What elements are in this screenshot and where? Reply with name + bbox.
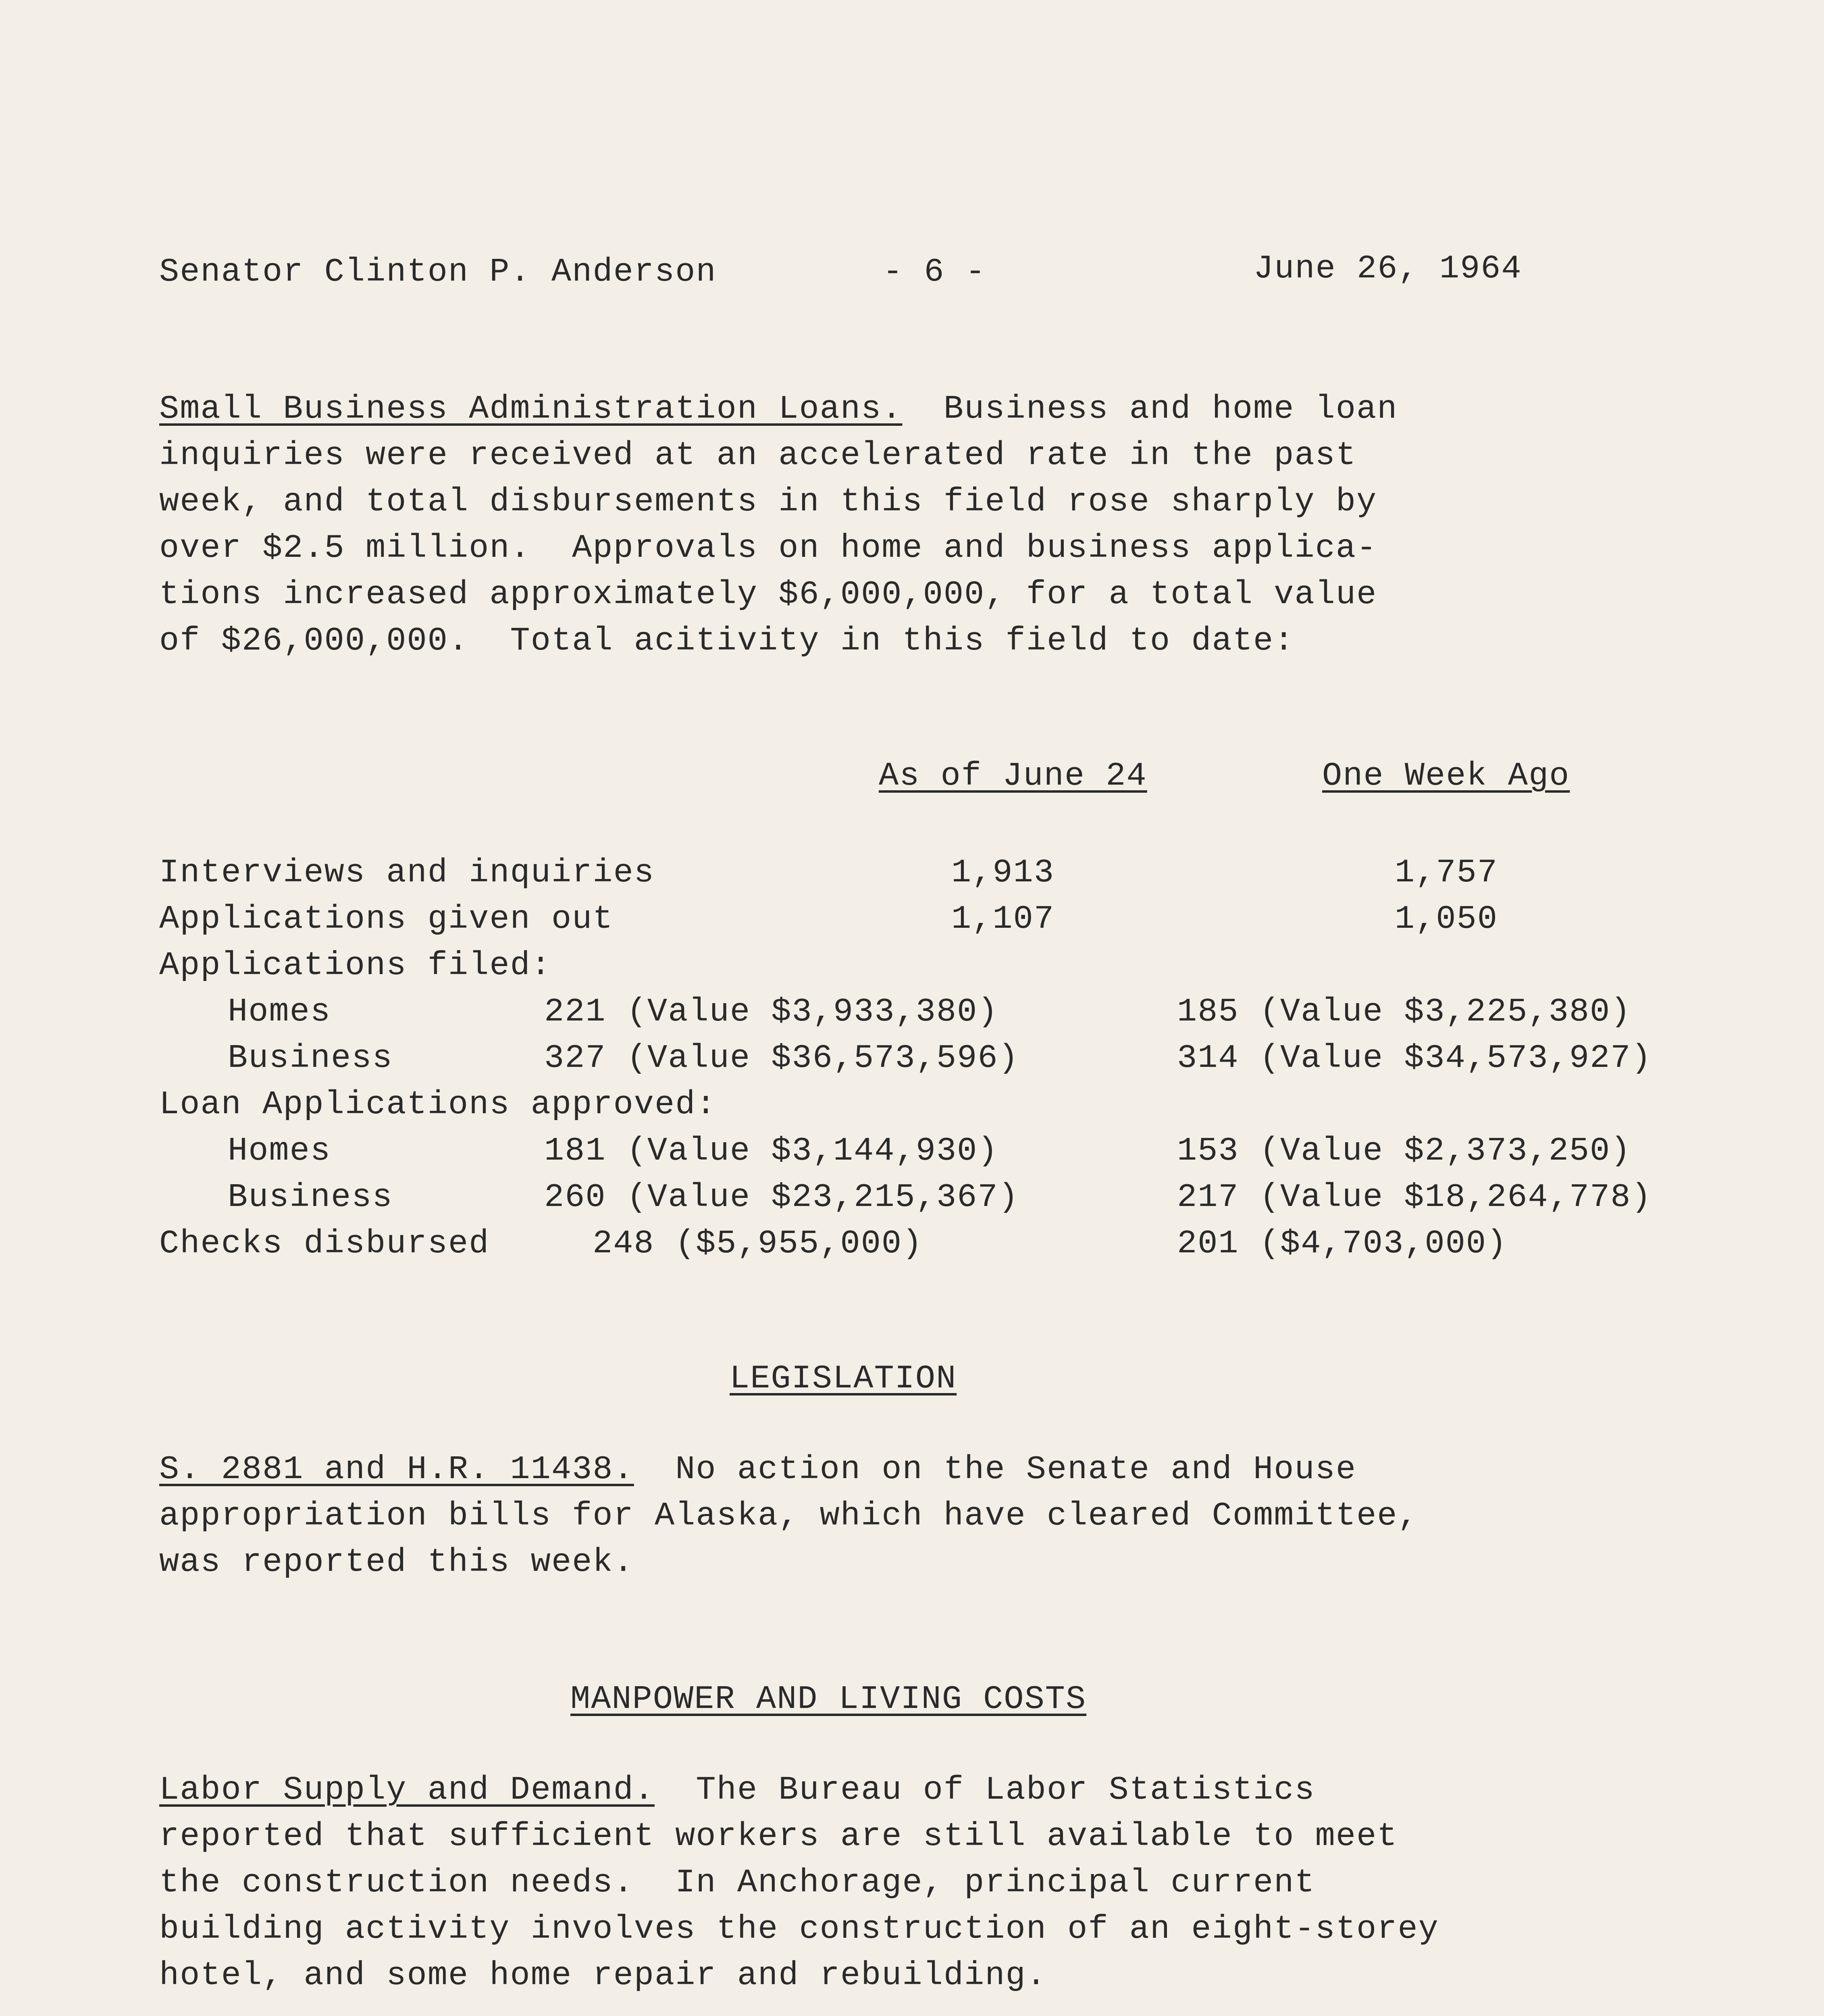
table-row-current: 221 (Value $3,933,380)	[544, 993, 998, 1031]
table-row-label: Business	[228, 1179, 393, 1216]
table-row-previous: 314 (Value $34,573,927)	[1177, 1039, 1652, 1077]
table-row-current: 327 (Value $36,573,596)	[544, 1039, 1019, 1077]
legislation-subhead: S. 2881 and H.R. 11438.	[159, 1451, 634, 1488]
legislation-line-0: No action on the Senate and House	[675, 1451, 1357, 1488]
manpower-line-0: The Bureau of Labor Statistics	[696, 1771, 1315, 1809]
header-left: Senator Clinton P. Anderson	[159, 253, 717, 291]
sba-line-4: tions increased approximately $6,000,000, for a total value	[159, 576, 1377, 613]
page-number: - 6 -	[883, 253, 986, 291]
table-row-previous: 1,050	[1395, 900, 1498, 938]
table-row-previous: 201 ($4,703,000)	[1177, 1225, 1508, 1262]
table-header-previous: One Week Ago	[1322, 757, 1570, 795]
table-row-previous: 185 (Value $3,225,380)	[1177, 993, 1631, 1031]
table-row-current: 260 (Value $23,215,367)	[544, 1179, 1019, 1216]
table-row-previous: 153 (Value $2,373,250)	[1177, 1132, 1631, 1170]
table-row-label: Homes	[228, 1132, 331, 1170]
table-row-current: 248 ($5,955,000)	[593, 1225, 923, 1262]
sba-line-3: over $2.5 million. Approvals on home and business applica-	[159, 529, 1377, 567]
legislation-first-line	[159, 1447, 1356, 1492]
table-row-label: Business	[228, 1039, 393, 1077]
manpower-line-1: reported that sufficient workers are still available to meet	[159, 1818, 1398, 1855]
table-row-label: Applications filed:	[159, 947, 551, 984]
sba-line-1: inquiries were received at an accelerated rate in the past	[159, 437, 1357, 474]
table-row-label: Applications given out	[159, 900, 614, 938]
header-date: June 26, 1964	[1254, 250, 1522, 287]
table-row-current: 1,107	[951, 900, 1055, 938]
table-row-label: Checks disbursed	[159, 1225, 490, 1262]
table-row-previous: 217 (Value $18,264,778)	[1177, 1179, 1652, 1216]
table-row-current: 1,913	[951, 854, 1055, 891]
legislation-heading: LEGISLATION	[730, 1360, 957, 1397]
sba-paragraph-first-line	[159, 387, 1398, 431]
table-row-label: Interviews and inquiries	[159, 854, 655, 891]
table-row-previous: 1,757	[1395, 854, 1498, 891]
sba-line-2: week, and total disbursements in this field rose sharply by	[159, 483, 1377, 521]
legislation-line-2: was reported this week.	[159, 1543, 634, 1581]
legislation-line-1: appropriation bills for Alaska, which have cleared Committee,	[159, 1497, 1418, 1535]
manpower-line-3: building activity involves the construction of an eight-storey	[159, 1910, 1439, 1948]
manpower-subhead: Labor Supply and Demand.	[159, 1771, 655, 1809]
sba-line-5: of $26,000,000. Total acitivity in this field to date:	[159, 622, 1295, 660]
sba-heading: Small Business Administration Loans.	[159, 390, 903, 428]
manpower-line-2: the construction needs. In Anchorage, principal current	[159, 1864, 1315, 1901]
table-row-label: Loan Applications approved:	[159, 1086, 717, 1123]
manpower-heading: MANPOWER AND LIVING COSTS	[570, 1681, 1087, 1718]
manpower-first-line	[159, 1768, 1315, 1812]
table-row-current: 181 (Value $3,144,930)	[544, 1132, 998, 1170]
table-row-label: Homes	[228, 993, 331, 1031]
table-header-current: As of June 24	[879, 757, 1147, 795]
manpower-line-4: hotel, and some home repair and rebuilding.	[159, 1957, 1047, 1994]
sba-line-0: Business and home loan	[943, 390, 1398, 428]
